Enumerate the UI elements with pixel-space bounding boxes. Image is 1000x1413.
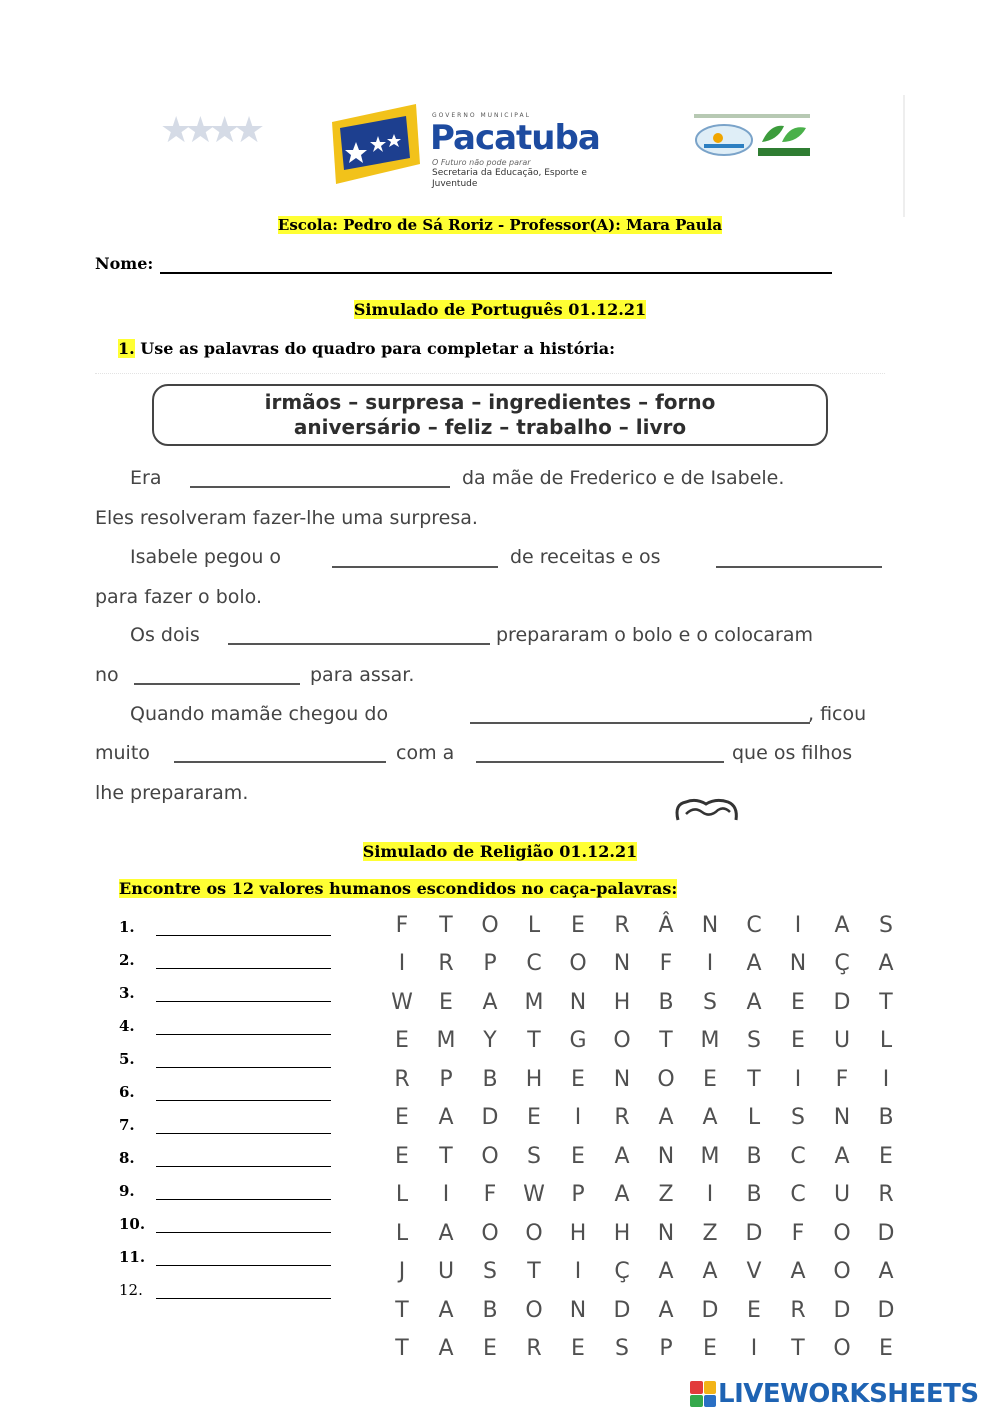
grid-letter[interactable]: E: [791, 1028, 805, 1054]
grid-letter[interactable]: U: [437, 1259, 455, 1285]
grid-letter[interactable]: D: [745, 1220, 763, 1246]
grid-letter[interactable]: Ç: [834, 951, 850, 977]
grid-letter[interactable]: C: [746, 912, 762, 938]
religiao-instruction: Encontre os 12 valores humanos escondidos no caça-palavras:: [119, 879, 678, 898]
logo-secretariat: Secretaria da Educação, Esporte e Juventude: [432, 168, 587, 189]
answer-line[interactable]: [156, 1034, 331, 1035]
grid-letter[interactable]: E: [439, 989, 453, 1015]
grid-letter[interactable]: L: [879, 1028, 893, 1054]
grid-letter[interactable]: I: [882, 1066, 890, 1092]
answer-number: 5.: [119, 1050, 135, 1068]
grid-letter[interactable]: T: [791, 1336, 805, 1362]
story-text: para assar.: [310, 664, 415, 686]
grid-letter[interactable]: D: [877, 1297, 895, 1323]
grid-spacer: [908, 983, 952, 1022]
answer-number: 4.: [119, 1017, 135, 1035]
grid-letter[interactable]: R: [438, 951, 454, 977]
logo-slogan: O Futuro não pode parar: [432, 158, 531, 167]
story-text: da mãe de Frederico e de Isabele.: [462, 467, 785, 489]
grid-letter[interactable]: C: [790, 1143, 806, 1169]
grid-letter[interactable]: A: [614, 1182, 630, 1208]
answer-number: 11.: [119, 1248, 146, 1266]
answer-line[interactable]: [156, 935, 331, 936]
grid-letter[interactable]: Y: [483, 1028, 497, 1054]
logo-government-text: GOVERNO MUNICIPAL: [432, 112, 531, 119]
grid-letter[interactable]: N: [833, 1105, 851, 1131]
answer-number: 6.: [119, 1083, 135, 1101]
grid-letter[interactable]: N: [657, 1143, 675, 1169]
grid-letter[interactable]: A: [746, 951, 762, 977]
grid-spacer: [908, 1253, 952, 1292]
word-box-line-2: aniversário – feliz – trabalho – livro: [293, 415, 687, 439]
grid-letter[interactable]: B: [746, 1182, 762, 1208]
grid-letter[interactable]: U: [833, 1028, 851, 1054]
liveworksheets-watermark[interactable]: [690, 1377, 979, 1411]
grid-letter[interactable]: M: [436, 1028, 456, 1054]
word-search-grid: [380, 906, 952, 1368]
grid-letter[interactable]: N: [569, 989, 587, 1015]
grid-letter[interactable]: A: [790, 1259, 806, 1285]
grid-letter[interactable]: E: [791, 989, 805, 1015]
pacatuba-flag-logo: [322, 104, 420, 184]
grid-letter[interactable]: F: [395, 912, 409, 938]
grid-letter[interactable]: L: [747, 1105, 761, 1131]
religiao-title: Simulado de Religião 01.12.21: [362, 842, 638, 861]
grid-letter[interactable]: H: [613, 989, 631, 1015]
grid-letter[interactable]: T: [747, 1066, 761, 1092]
grid-letter[interactable]: B: [878, 1105, 894, 1131]
grid-letter[interactable]: W: [391, 989, 413, 1015]
grid-letter[interactable]: O: [481, 1143, 499, 1169]
grid-letter[interactable]: N: [789, 951, 807, 977]
grid-letter[interactable]: B: [746, 1143, 762, 1169]
story-text: que os filhos: [732, 742, 853, 764]
question-text: Use as palavras do quadro para completar a história:: [134, 339, 616, 358]
name-label: Nome:: [95, 254, 154, 273]
grid-letter[interactable]: A: [482, 989, 498, 1015]
answer-line[interactable]: [156, 1133, 331, 1134]
grid-spacer: [908, 1022, 952, 1061]
grid-letter[interactable]: S: [791, 1105, 805, 1131]
grid-letter[interactable]: I: [794, 1066, 802, 1092]
grid-letter[interactable]: T: [879, 989, 893, 1015]
grid-letter[interactable]: A: [834, 1143, 850, 1169]
grid-letter[interactable]: E: [395, 1028, 409, 1054]
grid-spacer: [908, 1060, 952, 1099]
grid-letter[interactable]: A: [702, 1259, 718, 1285]
answer-number: 7.: [119, 1116, 135, 1134]
grid-letter[interactable]: O: [525, 1297, 543, 1323]
grid-spacer: [908, 1099, 952, 1138]
grid-letter[interactable]: L: [395, 1182, 409, 1208]
logo-brand-name: Pacatuba: [430, 118, 600, 158]
story-text: prepararam o bolo e o colocaram: [496, 624, 814, 646]
question-number: 1.: [118, 339, 135, 358]
grid-letter[interactable]: A: [438, 1297, 454, 1323]
story-text: lhe prepararam.: [95, 782, 249, 804]
grid-letter[interactable]: D: [833, 989, 851, 1015]
grid-letter[interactable]: E: [571, 1066, 585, 1092]
grid-letter[interactable]: O: [833, 1336, 851, 1362]
grid-letter[interactable]: D: [481, 1105, 499, 1131]
grid-letter[interactable]: R: [614, 1105, 630, 1131]
story-text: Eles resolveram fazer-lhe uma surpresa.: [95, 507, 478, 529]
story-text: de receitas e os: [510, 546, 661, 568]
grid-letter[interactable]: E: [747, 1297, 761, 1323]
grid-letter[interactable]: O: [833, 1220, 851, 1246]
grid-spacer: [908, 1291, 952, 1330]
story-text: Os dois: [130, 624, 200, 646]
grid-letter[interactable]: T: [659, 1028, 673, 1054]
answer-line[interactable]: [156, 1001, 331, 1002]
grid-spacer: [908, 1137, 952, 1176]
story-text: para fazer o bolo.: [95, 586, 263, 608]
grid-letter[interactable]: R: [394, 1066, 410, 1092]
grid-letter[interactable]: I: [574, 1259, 582, 1285]
story-text: Era: [130, 467, 162, 489]
grid-letter[interactable]: C: [526, 951, 542, 977]
grid-letter[interactable]: A: [878, 951, 894, 977]
grid-spacer: [908, 1330, 952, 1369]
decorative-stars: ★★★★: [160, 110, 258, 151]
grid-letter[interactable]: E: [571, 1143, 585, 1169]
grid-letter[interactable]: L: [395, 1220, 409, 1246]
name-field-line[interactable]: [160, 272, 832, 274]
grid-letter[interactable]: A: [746, 989, 762, 1015]
grid-letter[interactable]: R: [878, 1182, 894, 1208]
grid-letter[interactable]: E: [571, 912, 585, 938]
answer-line[interactable]: [156, 1067, 331, 1068]
story-text: Quando mamãe chegou do: [130, 703, 389, 725]
grid-spacer: [908, 1214, 952, 1253]
answer-line[interactable]: [156, 968, 331, 969]
grid-letter[interactable]: E: [395, 1105, 409, 1131]
grid-letter[interactable]: A: [658, 1297, 674, 1323]
portugues-title: Simulado de Português 01.12.21: [353, 300, 647, 319]
blank-7[interactable]: [174, 761, 386, 763]
grid-letter[interactable]: B: [658, 989, 674, 1015]
grid-letter[interactable]: A: [658, 1259, 674, 1285]
grid-letter[interactable]: T: [439, 1143, 453, 1169]
grid-letter[interactable]: H: [569, 1220, 587, 1246]
grid-letter[interactable]: T: [395, 1336, 409, 1362]
grid-letter[interactable]: W: [523, 1182, 545, 1208]
answer-line[interactable]: [156, 1199, 331, 1200]
word-box: [152, 384, 828, 446]
grid-letter[interactable]: D: [877, 1220, 895, 1246]
grid-letter[interactable]: I: [442, 1182, 450, 1208]
blank-1[interactable]: [190, 486, 450, 488]
grid-letter[interactable]: I: [706, 1182, 714, 1208]
question-1: [118, 339, 615, 358]
grid-letter[interactable]: C: [790, 1182, 806, 1208]
grid-letter[interactable]: S: [879, 912, 893, 938]
liveworksheets-badge-icon: [690, 1381, 716, 1407]
answer-number: 9.: [119, 1182, 135, 1200]
grid-letter[interactable]: B: [482, 1066, 498, 1092]
grid-letter[interactable]: I: [574, 1105, 582, 1131]
grid-letter[interactable]: P: [659, 1336, 673, 1362]
word-box-line-1: irmãos – surpresa – ingredientes – forno: [264, 390, 716, 414]
grid-letter[interactable]: T: [527, 1259, 541, 1285]
grid-letter[interactable]: P: [571, 1182, 585, 1208]
answer-line[interactable]: [156, 1298, 331, 1299]
grid-letter[interactable]: Â: [658, 912, 674, 938]
grid-letter[interactable]: N: [613, 1066, 631, 1092]
answer-line[interactable]: [156, 1100, 331, 1101]
grid-letter[interactable]: E: [527, 1105, 541, 1131]
grid-letter[interactable]: O: [481, 1220, 499, 1246]
grid-letter[interactable]: G: [569, 1028, 587, 1054]
grid-letter[interactable]: R: [614, 912, 630, 938]
grid-letter[interactable]: O: [569, 951, 587, 977]
story-text: no: [95, 664, 119, 686]
grid-letter[interactable]: M: [700, 1143, 720, 1169]
story-text: Isabele pegou o: [130, 546, 282, 568]
grid-letter[interactable]: O: [833, 1259, 851, 1285]
grid-letter[interactable]: O: [481, 912, 499, 938]
grid-letter[interactable]: S: [615, 1336, 629, 1362]
blank-2[interactable]: [332, 566, 498, 568]
grid-letter[interactable]: L: [527, 912, 541, 938]
grid-letter[interactable]: D: [833, 1297, 851, 1323]
watermark-text: LIVEWORKSHEETS: [718, 1379, 979, 1409]
grid-letter[interactable]: H: [613, 1220, 631, 1246]
program-logo: [692, 112, 812, 160]
grid-letter[interactable]: M: [524, 989, 544, 1015]
grid-letter[interactable]: F: [835, 1066, 849, 1092]
grid-spacer: [908, 1176, 952, 1215]
grid-letter[interactable]: M: [700, 1028, 720, 1054]
grid-letter[interactable]: I: [794, 912, 802, 938]
answer-number: 12.: [119, 1281, 143, 1299]
grid-letter[interactable]: P: [483, 951, 497, 977]
grid-letter[interactable]: N: [701, 912, 719, 938]
decorative-scribble: [672, 796, 742, 822]
story-text: com a: [396, 742, 455, 764]
grid-letter[interactable]: A: [658, 1105, 674, 1131]
blank-8[interactable]: [476, 761, 724, 763]
grid-letter[interactable]: T: [439, 912, 453, 938]
blank-5[interactable]: [134, 683, 300, 685]
grid-letter[interactable]: N: [569, 1297, 587, 1323]
grid-letter[interactable]: E: [703, 1336, 717, 1362]
grid-letter[interactable]: P: [439, 1066, 453, 1092]
scan-artifact-line: [95, 373, 885, 374]
grid-letter[interactable]: R: [790, 1297, 806, 1323]
blank-4[interactable]: [228, 643, 490, 645]
grid-letter[interactable]: F: [791, 1220, 805, 1246]
grid-letter[interactable]: D: [613, 1297, 631, 1323]
grid-letter[interactable]: O: [657, 1066, 675, 1092]
grid-letter[interactable]: E: [571, 1336, 585, 1362]
grid-letter[interactable]: Z: [658, 1182, 674, 1208]
grid-letter[interactable]: N: [657, 1220, 675, 1246]
grid-letter[interactable]: I: [750, 1336, 758, 1362]
grid-letter[interactable]: E: [395, 1143, 409, 1169]
grid-letter[interactable]: J: [398, 1259, 406, 1285]
grid-letter[interactable]: E: [879, 1336, 893, 1362]
blank-6[interactable]: [470, 722, 810, 724]
grid-letter[interactable]: R: [526, 1336, 542, 1362]
grid-letter[interactable]: Ç: [614, 1259, 630, 1285]
grid-letter[interactable]: A: [438, 1336, 454, 1362]
grid-letter[interactable]: S: [483, 1259, 497, 1285]
grid-letter[interactable]: A: [438, 1105, 454, 1131]
answer-number: 2.: [119, 951, 135, 969]
answer-line[interactable]: [156, 1232, 331, 1233]
grid-letter[interactable]: I: [398, 951, 406, 977]
grid-letter[interactable]: F: [659, 951, 673, 977]
header-divider: [903, 95, 905, 217]
grid-letter[interactable]: D: [701, 1297, 719, 1323]
grid-letter[interactable]: A: [438, 1220, 454, 1246]
answer-number: 10.: [119, 1215, 146, 1233]
grid-letter[interactable]: A: [702, 1105, 718, 1131]
grid-letter[interactable]: I: [706, 951, 714, 977]
grid-letter[interactable]: O: [613, 1028, 631, 1054]
grid-letter[interactable]: U: [833, 1182, 851, 1208]
grid-letter[interactable]: S: [747, 1028, 761, 1054]
grid-letter[interactable]: H: [525, 1066, 543, 1092]
story-text: muito: [95, 742, 150, 764]
grid-letter[interactable]: S: [703, 989, 717, 1015]
answer-line[interactable]: [156, 1265, 331, 1266]
grid-letter[interactable]: T: [395, 1297, 409, 1323]
answer-line[interactable]: [156, 1166, 331, 1167]
grid-letter[interactable]: E: [879, 1143, 893, 1169]
grid-letter[interactable]: E: [703, 1066, 717, 1092]
grid-spacer: [908, 906, 952, 945]
story-text: , ficou: [808, 703, 867, 725]
grid-letter[interactable]: F: [483, 1182, 497, 1208]
answer-number: 1.: [119, 918, 135, 936]
grid-letter[interactable]: Z: [702, 1220, 718, 1246]
grid-spacer: [908, 945, 952, 984]
grid-letter[interactable]: S: [527, 1143, 541, 1169]
grid-letter[interactable]: B: [482, 1297, 498, 1323]
blank-3[interactable]: [716, 566, 882, 568]
answer-number: 8.: [119, 1149, 135, 1167]
grid-letter[interactable]: N: [613, 951, 631, 977]
grid-letter[interactable]: A: [614, 1143, 630, 1169]
grid-letter[interactable]: T: [527, 1028, 541, 1054]
grid-letter[interactable]: A: [834, 912, 850, 938]
school-info: Escola: Pedro de Sá Roriz - Professor(A): Mara Paula: [277, 216, 723, 234]
grid-letter[interactable]: E: [483, 1336, 497, 1362]
grid-letter[interactable]: O: [525, 1220, 543, 1246]
grid-letter[interactable]: A: [878, 1259, 894, 1285]
answer-number: 3.: [119, 984, 135, 1002]
grid-letter[interactable]: V: [746, 1259, 762, 1285]
